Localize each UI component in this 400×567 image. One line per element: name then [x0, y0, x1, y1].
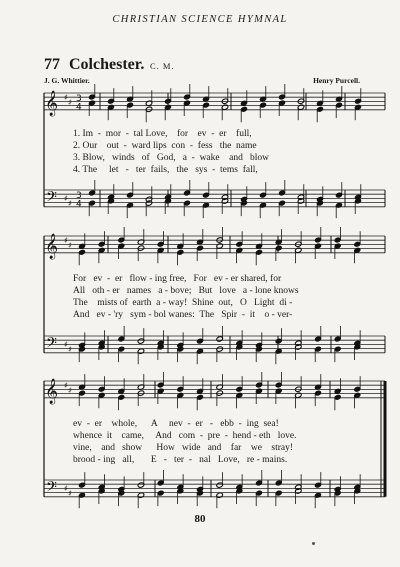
- music-credit: Henry Purcell.: [313, 76, 360, 85]
- hymn-title: Colchester.: [69, 56, 145, 73]
- key-sharp: ♯: [64, 340, 68, 349]
- key-sharp: ♯: [64, 194, 68, 203]
- lyric-line: All oth - er names a - bove; But love a - lone knows: [73, 286, 299, 296]
- lyric-line: 2. Our out - ward lips con - fess the name: [73, 141, 257, 151]
- lyric-line: ev - er whole, A nev - er - ebb - ing sea!: [73, 419, 279, 429]
- hymn-number: 77: [44, 56, 60, 73]
- bass-clef: 𝄢: [46, 335, 57, 355]
- key-sharp: ♯: [64, 381, 68, 390]
- hymn-meter: C. M.: [150, 61, 175, 71]
- time-signature: 3: [76, 191, 82, 201]
- lyric-line: brood - ing all, E - ter - nal Love, re - mains.: [73, 455, 288, 465]
- page-number: 80: [194, 513, 206, 525]
- time-signature: 4: [76, 102, 82, 113]
- key-sharp: ♯: [68, 345, 72, 354]
- lyric-line: And ev - 'ry sym - bol wanes: The Spir - it o - ver-: [73, 310, 293, 320]
- bass-clef: 𝄢: [46, 479, 57, 499]
- key-sharp: ♯: [64, 93, 68, 102]
- key-sharp: ♯: [68, 199, 72, 208]
- key-sharp: ♯: [68, 98, 72, 107]
- key-sharp: ♯: [64, 484, 68, 493]
- printer-mark: [312, 542, 315, 545]
- lyric-line: 1. Im - mor - tal Love, for ev - er full,: [73, 129, 252, 139]
- key-sharp: ♯: [64, 236, 68, 245]
- lyric-line: The mists of earth a - way! Shine out, O Light di -: [73, 298, 293, 308]
- running-head: CHRISTIAN SCIENCE HYMNAL: [112, 14, 288, 25]
- lyric-line: For ev - er flow - ing free, For ev - er shared, for: [73, 274, 282, 284]
- lyric-line: 4. The let - ter fails, the sys - tems fall,: [73, 165, 258, 175]
- time-signature: 3: [76, 94, 82, 104]
- lyric-line: whence it came, And com - pre - hend - eth love.: [73, 431, 297, 441]
- key-sharp: ♯: [68, 489, 72, 498]
- time-signature: 4: [76, 199, 82, 210]
- bass-clef: 𝄢: [46, 189, 57, 209]
- key-sharp: ♯: [68, 241, 72, 250]
- words-credit: J. G. Whittier.: [44, 76, 90, 85]
- lyric-line: 3. Blow, winds of God, a - wake and blow: [73, 153, 269, 163]
- key-sharp: ♯: [68, 386, 72, 395]
- lyric-line: vine, and show How wide and far we stray!: [73, 443, 294, 453]
- treble-clef: 𝄞: [45, 234, 59, 259]
- treble-clef: 𝄞: [45, 379, 59, 404]
- treble-clef: 𝄞: [45, 91, 59, 116]
